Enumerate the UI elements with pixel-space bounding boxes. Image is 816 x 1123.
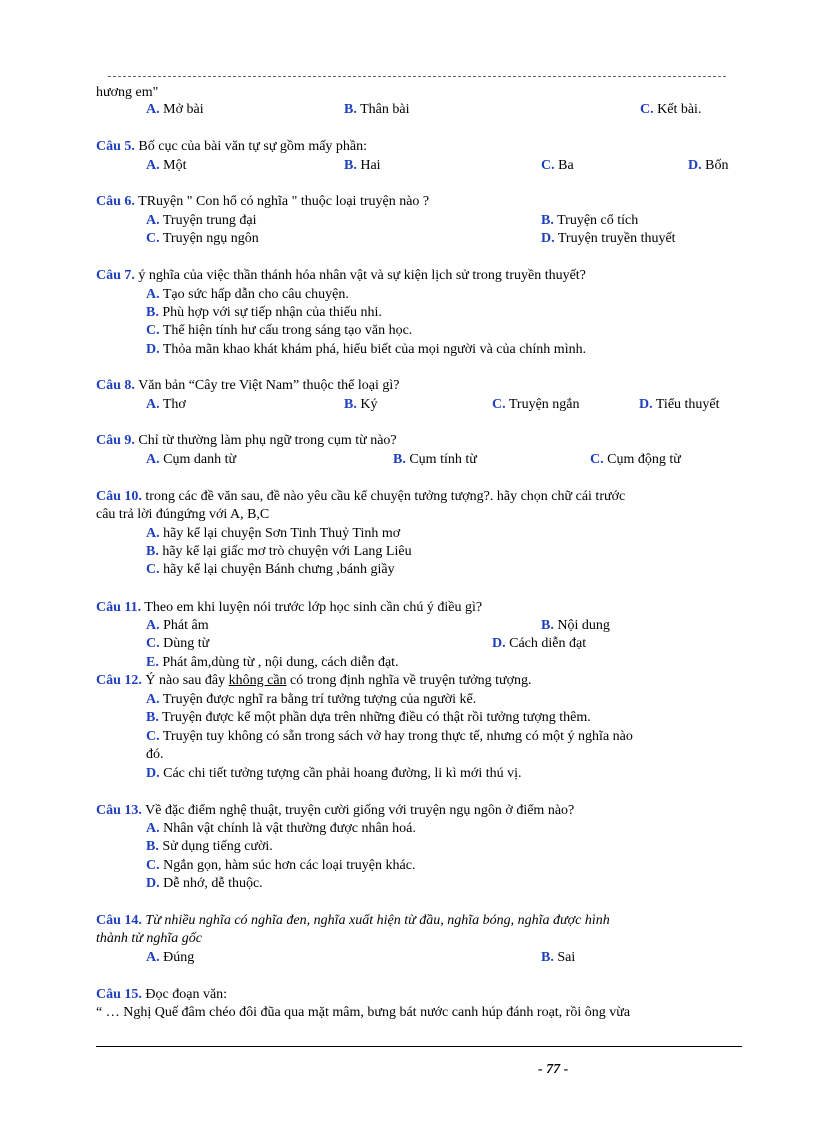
q14-stem: Câu 14. Từ nhiều nghĩa có nghĩa đen, nghĩa xuất hiện từ đầu, nghĩa bóng, nghĩa được hình bbox=[96, 913, 610, 928]
q9-opt-b: B. Cụm tính từ bbox=[393, 452, 477, 467]
q5-opt-b: B. Hai bbox=[344, 158, 381, 173]
q9-opt-a: A. Cụm danh từ bbox=[146, 452, 237, 467]
q12-opt-c: C. Truyện tuy không có sẵn trong sách vở hay trong thực tế, nhưng có một ý nghĩa nào bbox=[146, 729, 633, 744]
q12-opt-b: B. Truyện được kể một phần dựa trên những điều có thật rồi tưởng tượng thêm. bbox=[146, 710, 591, 725]
q6-opt-b: B. Truyện cổ tích bbox=[541, 213, 639, 228]
q7-stem: Câu 7. ý nghĩa của việc thần thánh hóa nhân vật và sự kiện lịch sử trong truyền thuyết? bbox=[96, 268, 586, 283]
q9-stem: Câu 9. Chỉ từ thường làm phụ ngữ trong cụm từ nào? bbox=[96, 433, 397, 448]
q11-opt-e: E. Phát âm,dùng từ , nội dung, cách diễn đạt. bbox=[146, 655, 399, 670]
q12-opt-d: D. Các chi tiết tưởng tượng cần phải hoang đường, li kì mới thú vị. bbox=[146, 766, 522, 781]
q13-opt-d: D. Dễ nhớ, dễ thuộc. bbox=[146, 876, 263, 891]
q11-opt-d: D. Cách diễn đạt bbox=[492, 636, 587, 651]
q13-stem: Câu 13. Về đặc điểm nghệ thuật, truyện cười giống với truyện ngụ ngôn ở điểm nào? bbox=[96, 803, 575, 818]
q10-stem: Câu 10. trong các đề văn sau, đề nào yêu cầu kể chuyện tưởng tượng?. hãy chọn chữ cái trước bbox=[96, 489, 626, 504]
q8-opt-d: D. Tiểu thuyết bbox=[639, 397, 720, 412]
q7-opt-d: D. Thỏa mãn khao khát khám phá, hiểu biết của mọi người và của chính mình. bbox=[146, 342, 587, 357]
q4-opt-b: B. Thân bài bbox=[344, 102, 410, 117]
q11-stem: Câu 11. Theo em khi luyện nói trước lớp học sinh cần chú ý điều gì? bbox=[96, 600, 483, 615]
q4-opt-c: C. Kết bài. bbox=[640, 102, 702, 117]
header-rule bbox=[108, 76, 726, 77]
q4-opt-a: A. Mở bài bbox=[146, 102, 204, 117]
q8-opt-a: A. Thơ bbox=[146, 397, 186, 412]
q5-opt-c: C. Ba bbox=[541, 158, 574, 173]
q5-opt-a: A. Một bbox=[146, 158, 187, 173]
q13-opt-b: B. Sử dụng tiếng cười. bbox=[146, 839, 273, 854]
q12-opt-a: A. Truyện được nghĩ ra bằng trí tưởng tượng của người kể. bbox=[146, 692, 477, 707]
q7-opt-a: A. Tạo sức hấp dẫn cho câu chuyện. bbox=[146, 287, 349, 302]
q6-stem: Câu 6. TRuyện " Con hổ có nghĩa " thuộc loại truyện nào ? bbox=[96, 194, 430, 209]
q14-opt-a: A. Đúng bbox=[146, 950, 195, 965]
footer-rule bbox=[96, 1046, 742, 1047]
q5-opt-d: D. Bốn bbox=[688, 158, 729, 173]
q13-opt-c: C. Ngắn gọn, hàm súc hơn các loại truyện khác. bbox=[146, 858, 416, 873]
q7-opt-b: B. Phù hợp với sự tiếp nhận của thiếu nhi. bbox=[146, 305, 382, 320]
q9-opt-c: C. Cụm động từ bbox=[590, 452, 681, 467]
q10-opt-a: A. hãy kể lại chuyện Sơn Tinh Thuỷ Tinh mơ bbox=[146, 526, 401, 541]
q15-stem: Câu 15. Đọc đoạn văn: bbox=[96, 987, 228, 1002]
q10-opt-c: C. hãy kể lại chuyện Bánh chưng ,bánh giầy bbox=[146, 562, 395, 577]
q4-tail: hương em" bbox=[96, 85, 159, 100]
q11-opt-a: A. Phát âm bbox=[146, 618, 209, 633]
q7-opt-c: C. Thể hiện tính hư cấu trong sáng tạo văn học. bbox=[146, 323, 413, 338]
q10-opt-b: B. hãy kể lại giấc mơ trò chuyện với Lang Liêu bbox=[146, 544, 412, 559]
q11-opt-b: B. Nội dung bbox=[541, 618, 610, 633]
q14-opt-b: B. Sai bbox=[541, 950, 576, 965]
q8-stem: Câu 8. Văn bản “Cây tre Việt Nam” thuộc thể loại gì? bbox=[96, 378, 400, 393]
q14-stem-cont: thành từ nghĩa gốc bbox=[96, 931, 203, 946]
q6-opt-c: C. Truyện ngụ ngôn bbox=[146, 231, 259, 246]
q6-opt-a: A. Truyện trung đại bbox=[146, 213, 257, 228]
q12-stem: Câu 12. Ý nào sau đây không cần có trong định nghĩa về truyện tưởng tượng. bbox=[96, 673, 532, 688]
q11-opt-c: C. Dùng từ bbox=[146, 636, 210, 651]
q8-opt-b: B. Ký bbox=[344, 397, 378, 412]
q10-stem-cont: câu trả lời đúngứng với A, B,C bbox=[96, 507, 270, 522]
q5-stem: Câu 5. Bố cục của bài văn tự sự gồm mấy phần: bbox=[96, 139, 368, 154]
q12-opt-c-cont: đó. bbox=[146, 747, 164, 762]
q6-opt-d: D. Truyện truyền thuyết bbox=[541, 231, 676, 246]
q8-opt-c: C. Truyện ngắn bbox=[492, 397, 580, 412]
page-number: - 77 - bbox=[538, 1062, 569, 1077]
q15-quote: “ … Nghị Quế đâm chéo đôi đũa qua mặt mâm, bưng bát nước canh húp đánh roạt, rồi ông vừa bbox=[96, 1005, 631, 1020]
q13-opt-a: A. Nhân vật chính là vật thường được nhân hoá. bbox=[146, 821, 416, 836]
